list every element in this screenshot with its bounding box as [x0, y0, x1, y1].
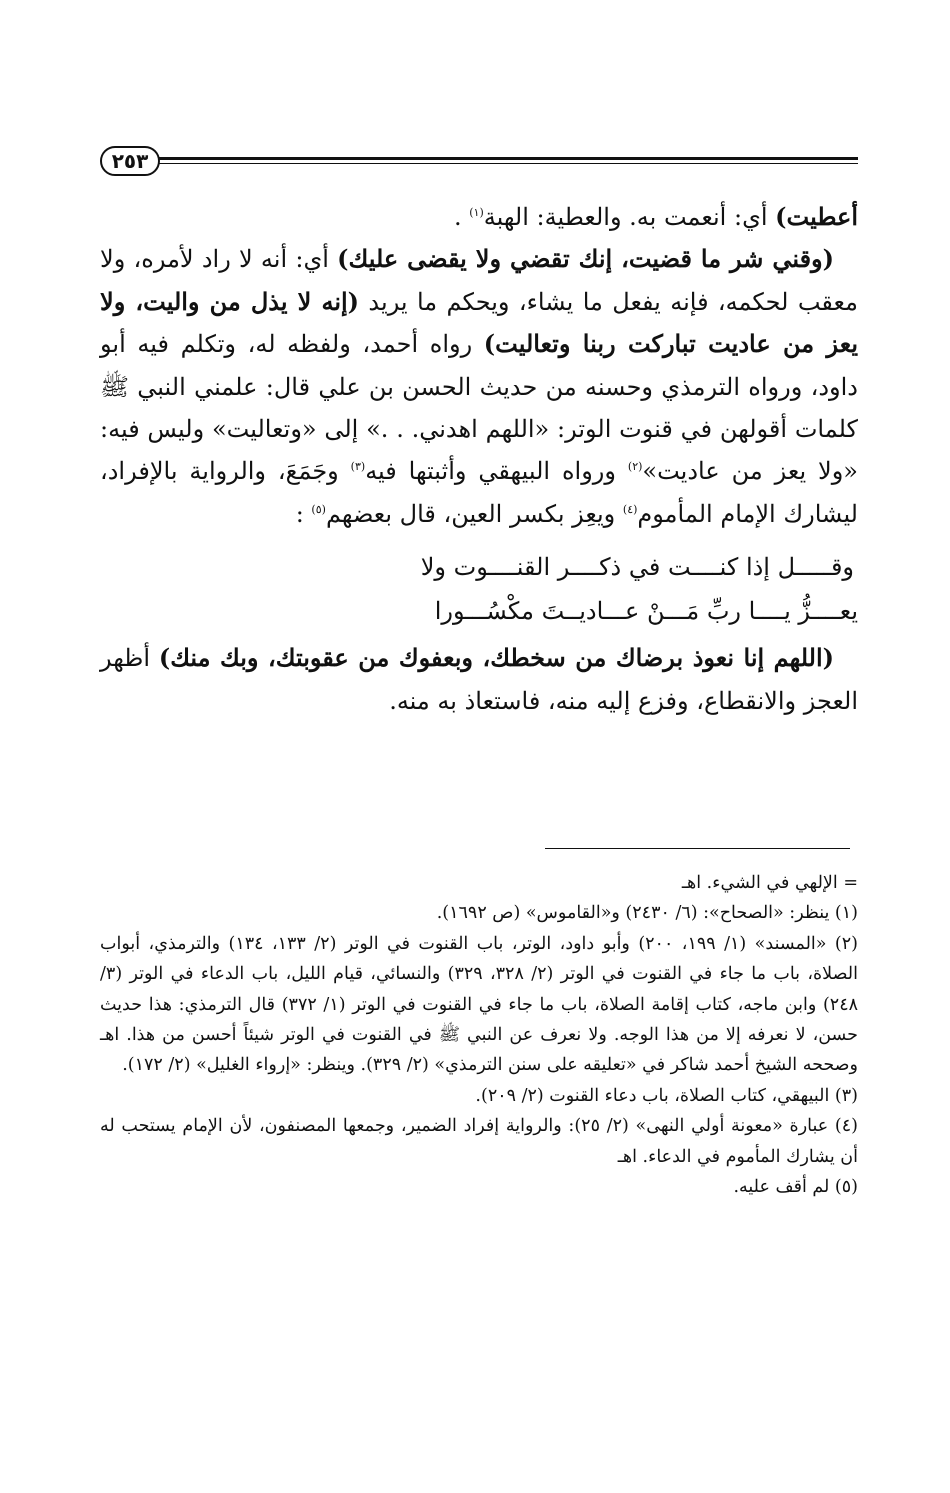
header-rule: [158, 157, 858, 165]
main-text: [100, 196, 858, 722]
paragraph-2-bold-2: (إنه لا يذل من واليت، ولا يعز من عاديت تباركت ربنا وتعاليت): [100, 286, 859, 359]
footnote-3: (٣) البيهقي، كتاب الصلاة، باب دعاء القنوت (٢/ ٢٠٩).: [475, 1085, 858, 1106]
footnote-ref-4: (٤): [622, 502, 638, 516]
paragraph-2-text-2: رواه أحمد، ولفظه له، وتكلم فيه أبو داود، ورواه الترمذي وحسنه من حديث الحسن بن علي قال: علمني النبي ﷺ كلمات أقولهن في قنوت الوتر: «اللهم اهدني. . .» إلى «وتعاليت» وليس فيه: «ولا يعز من عاديت»: [100, 330, 858, 486]
paragraph-1: [100, 196, 858, 238]
paragraph-2-text-3: ورواه البيهقي وأثبتها فيه: [365, 457, 628, 486]
footnote-5: (٥) لم أقف عليه.: [733, 1177, 858, 1198]
paragraph-3-bold: (اللهم إنا نعوذ برضاك من سخطك، وبعفوك من عقوبتك، وبك منك): [158, 643, 835, 673]
poem-line-1: وقـــــل إذا كنــــت في ذكــــر القنــــوت ولا: [420, 553, 854, 582]
footnote-ref-3: (٣): [350, 460, 366, 474]
paragraph-2-text-5: ويعِز بكسر العين، قال بعضهم: [325, 499, 623, 528]
poem-line-2: يعــــزُّ يــــا ربِّ مَـــنْ عـــاديــتَ مكْسُـــورا: [434, 597, 858, 626]
paragraph-2-text-6: :: [295, 499, 312, 528]
paragraph-1-end: .: [453, 203, 470, 231]
footnote-continuation: = الإلهي في الشيء. اهـ: [681, 873, 858, 893]
footnote-1: (١) ينظر: «الصحاح»: (٦/ ٢٤٣٠) و«القاموس» (ص ١٦٩٢).: [436, 903, 858, 924]
paragraph-2-text: أي: أنه لا راد لأمره، ولا معقب لحكمه، فإنه يفعل ما يشاء، ويحكم ما يريد: [100, 245, 858, 316]
paragraph-1-text: أي: أنعمت به. والعطية: الهبة: [483, 203, 776, 231]
paragraph-1-bold: أعطيت): [775, 202, 858, 231]
footnote-2: (٢) «المسند» (١/ ١٩٩، ٢٠٠) وأبو داود، الوتر، باب القنوت في الوتر (٢/ ١٣٣، ١٣٤) والترمذي، أبواب الصلاة، باب ما جاء في القنوت في الوتر (٢/ ٣٢٨، ٣٢٩) والنسائي، قيام الليل، باب الدعاء في الوتر (٣/ ٢٤٨) وابن ماجه، كتاب إقامة الصلاة، باب ما جاء في القنوت في الوتر (١/ ٣٧٢) قال الترمذي: هذا حديث حسن، لا نعرفه إلا من هذا الوجه. ولا نعرف عن النبي ﷺ في القنوت في الوتر شيئاً أحسن من هذا. اهـ وصححه الشيخ أحمد شاكر في «تعليقه على سنن الترمذي» (٢/ ٣٢٩). وينظر: «إرواء الغليل» (٢/ ١٧٢).: [100, 933, 858, 1076]
poem: [100, 545, 858, 633]
footnote-4: (٤) عبارة «معونة أولي النهى» (٢/ ٢٥): والرواية إفراد الضمير، وجمعها المصنفون، لأن الإمام يستحب له أن يشارك المأموم في الدعاء. اهـ: [100, 1116, 858, 1167]
paragraph-3: [100, 637, 858, 722]
paragraph-2-text-4: وجَمَعَ، والرواية بالإفراد، ليشارك الإمام المأموم: [100, 457, 858, 528]
paragraph-3-text: أظهر العجز والانقطاع، وفزع إليه منه، فاستعاذ به منه.: [100, 644, 858, 715]
page-header: [100, 145, 858, 179]
footnote-ref-2: (٢): [627, 460, 643, 474]
paragraph-2: [100, 238, 858, 535]
footnote-ref-1: (١): [469, 206, 484, 219]
footnote-ref-5: (٥): [311, 502, 326, 516]
paragraph-2-bold: (وقني شر ما قضيت، إنك تقضي ولا يقضى عليك): [337, 244, 834, 274]
footnote-separator: [545, 848, 850, 849]
page-number: ٢٥٣: [100, 146, 160, 176]
footnotes: [100, 868, 858, 1202]
